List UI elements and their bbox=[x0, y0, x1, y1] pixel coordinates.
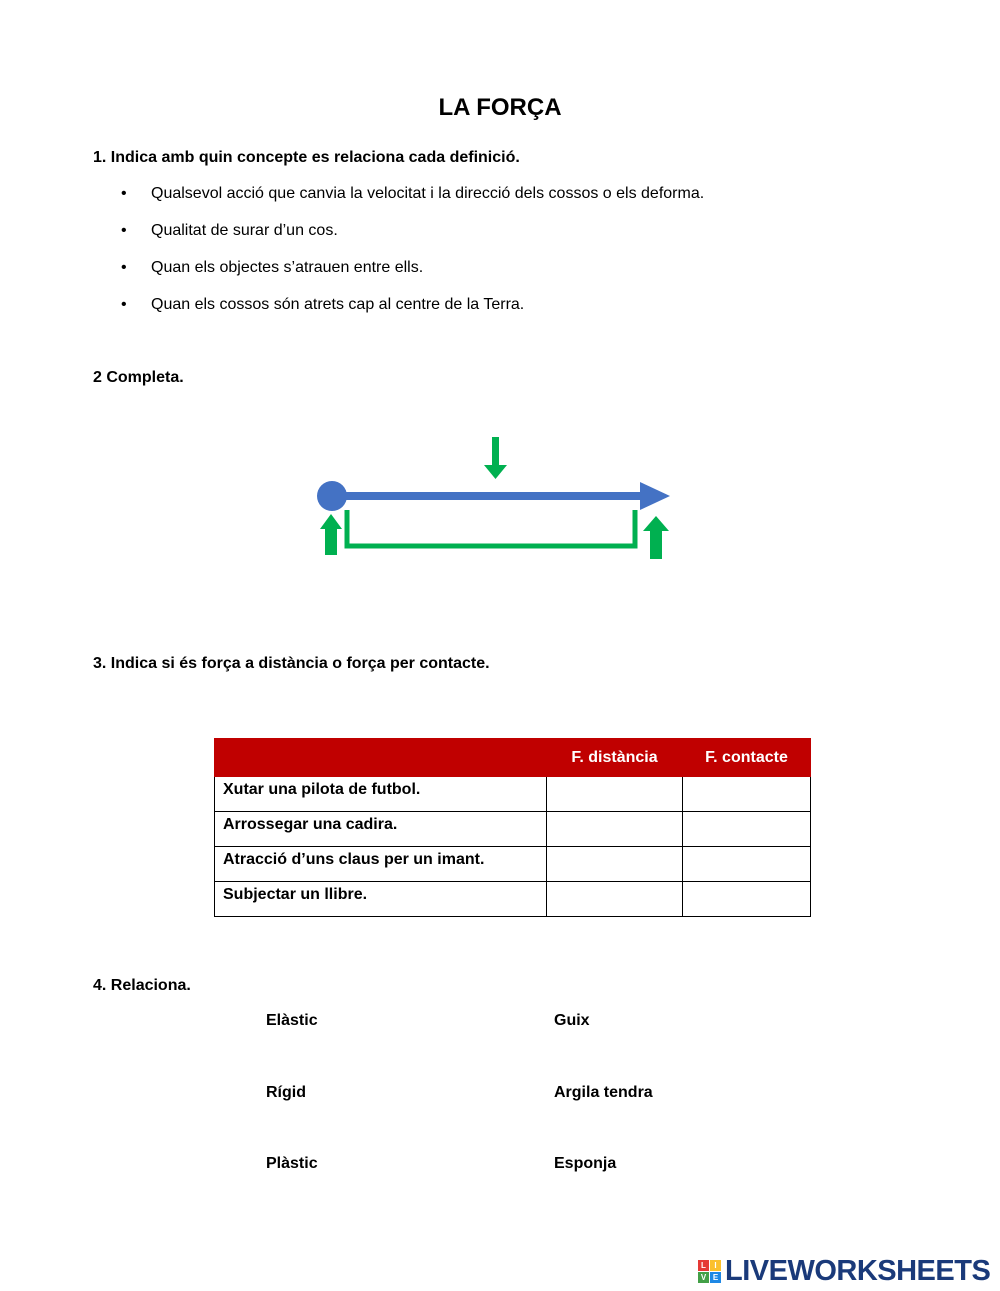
logo-mark-icon: L I V E bbox=[698, 1260, 721, 1283]
table-row bbox=[215, 812, 811, 847]
definition-text: Qualitat de surar d’un cos. bbox=[151, 222, 338, 239]
definition-text: Quan els objectes s’atrauen entre ells. bbox=[151, 259, 424, 276]
list-item bbox=[121, 296, 704, 333]
page-title: LA FORÇA bbox=[438, 94, 562, 121]
logo-text: LIVEWORKSHEETS bbox=[725, 1255, 991, 1287]
label-arrow-top-shaft bbox=[492, 437, 499, 467]
definition-list bbox=[121, 185, 704, 333]
relate-right-item[interactable]: Guix bbox=[554, 1012, 590, 1029]
application-point bbox=[317, 481, 347, 511]
header-activity bbox=[215, 739, 547, 777]
distance-answer-cell[interactable] bbox=[547, 812, 683, 847]
magnitude-bracket bbox=[347, 510, 635, 546]
activity-cell: Subjectar un llibre. bbox=[215, 882, 547, 917]
list-item bbox=[121, 222, 704, 259]
distance-answer-cell[interactable] bbox=[547, 777, 683, 812]
section4-heading: 4. Relaciona. bbox=[93, 977, 191, 994]
header-contact: F. contacte bbox=[683, 739, 811, 777]
relate-left-item[interactable]: Plàstic bbox=[266, 1155, 318, 1172]
table-row bbox=[215, 882, 811, 917]
activity-cell: Xutar una pilota de futbol. bbox=[215, 777, 547, 812]
section1-heading: 1. Indica amb quin concepte es relaciona cada definició. bbox=[93, 149, 520, 166]
force-type-table bbox=[214, 738, 811, 917]
distance-answer-cell[interactable] bbox=[547, 882, 683, 917]
activity-cell: Arrossegar una cadira. bbox=[215, 812, 547, 847]
bullet-icon: • bbox=[121, 259, 127, 276]
relate-right-item[interactable]: Esponja bbox=[554, 1155, 617, 1172]
label-arrow-right-shaft bbox=[650, 530, 662, 559]
bullet-icon: • bbox=[121, 222, 127, 239]
contact-answer-cell[interactable] bbox=[683, 777, 811, 812]
relate-left-item[interactable]: Rígid bbox=[266, 1084, 306, 1101]
definition-text: Qualsevol acció que canvia la velocitat i la direcció dels cossos o els deforma. bbox=[151, 185, 705, 202]
force-diagram bbox=[300, 425, 700, 575]
relate-right-item[interactable]: Argila tendra bbox=[554, 1084, 653, 1101]
contact-answer-cell[interactable] bbox=[683, 812, 811, 847]
relate-left-item[interactable]: Elàstic bbox=[266, 1012, 318, 1029]
definition-text: Quan els cossos són atrets cap al centre de la Terra. bbox=[151, 296, 525, 313]
list-item bbox=[121, 185, 704, 222]
table-header-row bbox=[215, 739, 811, 777]
label-arrow-top-head bbox=[484, 465, 507, 479]
bullet-icon: • bbox=[121, 185, 127, 202]
label-arrow-left-shaft bbox=[325, 528, 337, 555]
label-arrow-right-head bbox=[643, 516, 669, 531]
section2-heading: 2 Completa. bbox=[93, 369, 184, 386]
distance-answer-cell[interactable] bbox=[547, 847, 683, 882]
force-vector-arrowhead bbox=[640, 482, 670, 510]
list-item bbox=[121, 259, 704, 296]
table-row bbox=[215, 847, 811, 882]
liveworksheets-logo bbox=[698, 1255, 990, 1288]
contact-answer-cell[interactable] bbox=[683, 882, 811, 917]
header-distance: F. distància bbox=[547, 739, 683, 777]
table-row bbox=[215, 777, 811, 812]
section3-heading: 3. Indica si és força a distància o força per contacte. bbox=[93, 655, 490, 672]
contact-answer-cell[interactable] bbox=[683, 847, 811, 882]
label-arrow-left-head bbox=[320, 514, 342, 529]
activity-cell: Atracció d’uns claus per un imant. bbox=[215, 847, 547, 882]
bullet-icon: • bbox=[121, 296, 127, 313]
